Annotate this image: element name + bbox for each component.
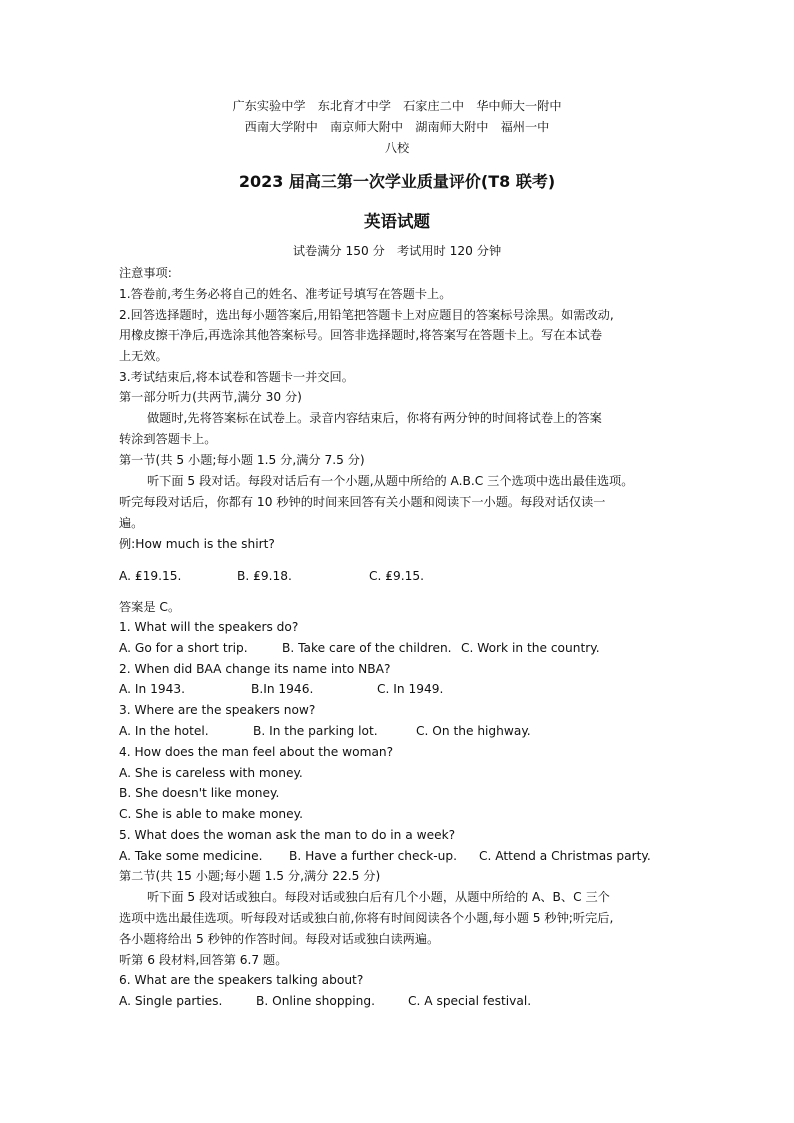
- notes-item-2-line-2: 用橡皮擦干净后,再选涂其他答案标号。回答非选择题时,将答案写在答题卡上。写在本试卷: [119, 328, 603, 342]
- question-5-option-a: A. Take some medicine.: [119, 849, 263, 863]
- question-6-option-a: A. Single parties.: [119, 994, 223, 1008]
- example-option-a: A. ₤19.15.: [119, 569, 182, 583]
- question-2-option-b: B.In 1946.: [251, 682, 314, 696]
- subject-title: 英语试题: [364, 212, 430, 231]
- question-1-option-a: A. Go for a short trip.: [119, 641, 248, 655]
- part1-intro-line-2: 转涂到答题卡上。: [119, 432, 217, 446]
- question-1-option-c: C. Work in the country.: [461, 641, 600, 655]
- notes-item-1: 1.答卷前,考生务必将自己的姓名、准考证号填写在答题卡上。: [119, 287, 452, 301]
- section2-intro-line-2: 选项中选出最佳选项。听每段对话或独白前,你将有时间阅读各个小题,每小题 5 秒钟;听完后,: [119, 911, 614, 925]
- part1-heading: 第一部分听力(共两节,满分 30 分): [119, 390, 302, 404]
- question-5-option-c: C. Attend a Christmas party.: [479, 849, 651, 863]
- notes-item-2-line-1: 2.回答选择题时，选出每小题答案后,用铅笔把答题卡上对应题目的答案标号涂黑。如需改动,: [119, 308, 614, 322]
- question-5: 5. What does the woman ask the man to do in a week?: [119, 828, 456, 842]
- section1-intro-line-1: 听下面 5 段对话。每段对话后有一个小题,从题中所给的 A.B.C 三个选项中选出最佳选项。: [147, 474, 634, 488]
- question-4-option-c: C. She is able to make money.: [119, 807, 304, 821]
- question-6-option-c: C. A special festival.: [408, 994, 532, 1008]
- question-3-option-a: A. In the hotel.: [119, 724, 209, 738]
- example-question: 例:How much is the shirt?: [119, 537, 275, 551]
- question-2: 2. When did BAA change its name into NBA?: [119, 662, 391, 676]
- section2-intro-line-3: 各小题将给出 5 秒钟的作答时间。每段对话或独白读两遍。: [119, 932, 440, 946]
- question-1-option-b: B. Take care of the children.: [282, 641, 452, 655]
- part1-intro-line-1: 做题时,先将答案标在试卷上。录音内容结束后，你将有两分钟的时间将试卷上的答案: [147, 411, 602, 425]
- question-3: 3. Where are the speakers now?: [119, 703, 316, 717]
- section1-intro-line-2: 听完每段对话后，你都有 10 秒钟的时间来回答有关小题和阅读下一小题。每段对话仅读一: [119, 495, 606, 509]
- exam-title: 2023 届高三第一次学业质量评价(T8 联考): [238, 172, 556, 191]
- question-4: 4. How does the man feel about the woman?: [119, 745, 394, 759]
- example-option-c: C. ₤9.15.: [369, 569, 425, 583]
- exam-info: 试卷满分 150 分 考试用时 120 分钟: [292, 244, 502, 258]
- material-instruction: 听第 6 段材料,回答第 6.7 题。: [119, 953, 288, 967]
- example-answer: 答案是 C。: [119, 600, 181, 614]
- question-3-option-b: B. In the parking lot.: [253, 724, 378, 738]
- schools-line-1: 广东实验中学 东北育才中学 石家庄二中 华中师大一附中: [232, 99, 562, 113]
- notes-item-3: 3.考试结束后,将本试卷和答题卡一并交回。: [119, 370, 354, 384]
- question-5-option-b: B. Have a further check-up.: [289, 849, 457, 863]
- question-4-option-a: A. She is careless with money.: [119, 766, 303, 780]
- notes-heading: 注意事项:: [119, 266, 172, 280]
- question-3-option-c: C. On the highway.: [416, 724, 531, 738]
- example-option-b: B. ₤9.18.: [237, 569, 292, 583]
- question-2-option-a: A. In 1943.: [119, 682, 185, 696]
- notes-item-2-line-3: 上无效。: [119, 349, 168, 363]
- question-1: 1. What will the speakers do?: [119, 620, 299, 634]
- section1-heading: 第一节(共 5 小题;每小题 1.5 分,满分 7.5 分): [119, 453, 365, 467]
- schools-line-3: 八校: [384, 141, 410, 155]
- section1-intro-line-3: 遍。: [119, 516, 144, 530]
- question-6-option-b: B. Online shopping.: [256, 994, 376, 1008]
- question-4-option-b: B. She doesn't like money.: [119, 786, 280, 800]
- section2-heading: 第二节(共 15 小题;每小题 1.5 分,满分 22.5 分): [119, 869, 381, 883]
- schools-line-2: 西南大学附中 南京师大附中 湖南师大附中 福州一中: [244, 120, 550, 134]
- section2-intro-line-1: 听下面 5 段对话或独白。每段对话或独白后有几个小题，从题中所给的 A、B、C 三个: [147, 890, 610, 904]
- question-2-option-c: C. In 1949.: [377, 682, 444, 696]
- question-6: 6. What are the speakers talking about?: [119, 973, 364, 987]
